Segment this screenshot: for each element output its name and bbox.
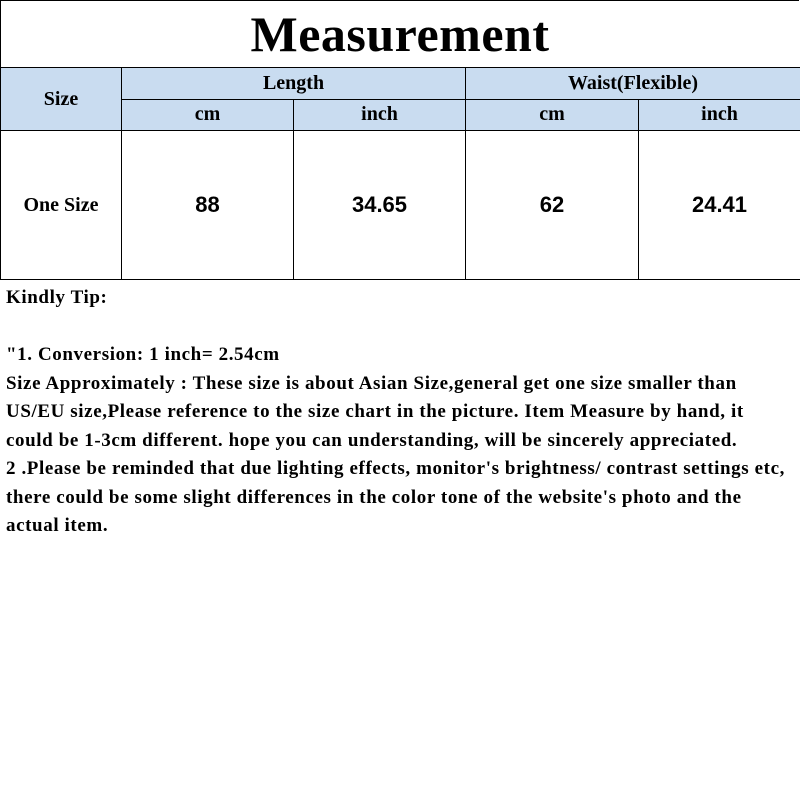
- length-inch-header: inch: [294, 99, 466, 131]
- length-inch-cell: 34.65: [294, 131, 466, 280]
- size-chart-table: [0, 67, 800, 280]
- waist-group-header: Waist(Flexible): [466, 68, 800, 100]
- length-cm-cell: 88: [122, 131, 294, 280]
- size-column-header: Size: [1, 68, 122, 131]
- tips-heading: Kindly Tip:: [6, 287, 108, 308]
- tips-spacer: [6, 313, 796, 342]
- header-row-top: [1, 68, 800, 100]
- waist-inch-header: inch: [639, 99, 800, 131]
- tip-conversion: "1. Conversion: 1 inch= 2.54cm: [6, 344, 280, 365]
- waist-cm-cell: 62: [466, 131, 639, 280]
- waist-inch-cell: 24.41: [639, 131, 800, 280]
- page-title: Measurement: [250, 6, 550, 62]
- size-cell: One Size: [1, 131, 122, 280]
- length-group-header: Length: [122, 68, 466, 100]
- waist-cm-header: cm: [466, 99, 639, 131]
- tip-color-note: 2 .Please be reminded that due lighting effects, monitor's brightness/ contrast settings etc, there could be some slight differences in the color tone of the website's photo and the actual item.: [6, 458, 785, 536]
- tip-size-approx: Size Approximately : These size is about Asian Size,general get one size smaller than US/EU size,Please reference to the size chart in the picture. Item Measure by hand, it could be 1-3cm different. hope you can understanding, will be sincerely appreciated.: [6, 372, 744, 451]
- length-cm-header: cm: [122, 99, 294, 131]
- kindly-tips: [6, 284, 796, 541]
- table-row: [1, 131, 800, 280]
